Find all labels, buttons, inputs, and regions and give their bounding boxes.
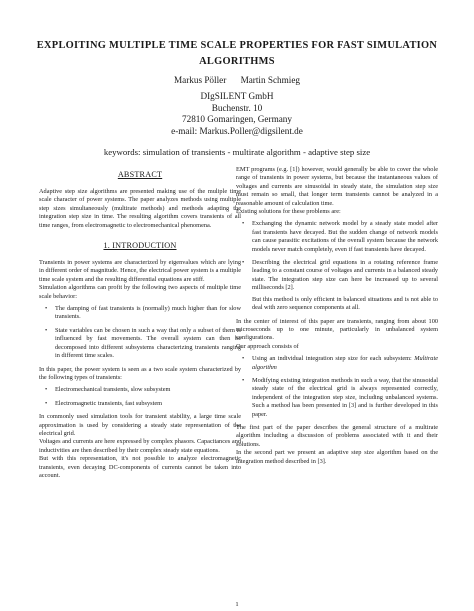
title-line-1: EXPLOITING MULTIPLE TIME SCALE PROPERTIES FOR FAST SIMULATION <box>36 40 438 51</box>
intro-paragraph-3: In this paper, the power system is seen as a two scale system characterized by the following types of transients: <box>39 365 241 381</box>
right-paragraph-1: EMT programs (e.g. [1]) however, would generally be able to cover the whole range of transients in power systems, but because the instantaneous values of voltages and currents are sinusoidal in steady state, the simulation step size must remain so small, that longer term transients cannot be analyzed in a reasonable amount of calculation time. <box>236 166 438 207</box>
intro-paragraph-4: In commonly used simulation tools for transient stability, a large time scale approximation is used by considering a steady state representation of the electrical grid. <box>39 413 241 437</box>
list-item: • Describing the electrical grid equations in a rotating reference frame leading to a constant course of voltages and currents in a balanced steady state. The integration step size can here be increased up to several milliseconds [2]. But this method is only efficient in balanced situations and is not able to deal with zero sequence components at all. <box>242 259 438 312</box>
author-list <box>0 74 474 86</box>
list-item: • Exchanging the dynamic network model by a steady state model after fast transients have decayed. But the sudden change of network models can cause parasitic excitations of the overall system because the network models never match completely, even if fast transients have decayed. <box>242 220 438 253</box>
bullet-continuation: But this method is only efficient in balanced situations and is not able to deal with zero sequence components at all. <box>252 295 438 312</box>
abstract-heading: ABSTRACT <box>117 170 163 179</box>
right-paragraph-2: Existing solutions for these problems are: <box>236 208 341 216</box>
affiliation-city: 72810 Gomaringen, Germany <box>182 114 292 125</box>
page-number: 1 <box>235 601 239 608</box>
list-item: • Using an individual integration step size for each subsystem: Multirate algorithm <box>242 355 438 371</box>
introduction-heading: 1. INTRODUCTION <box>103 241 177 251</box>
intro-paragraph-6: But with this representation, it's not possible to analyze electromagnetic transients, even decaying DC-components of currents cannot be taken into account. <box>39 455 241 479</box>
approach-bullet-list <box>236 355 438 419</box>
paper-title <box>20 38 454 70</box>
intro-paragraph-2: Simulation algorithms can profit by the following two aspects of multiple time scale behavior: <box>39 284 241 300</box>
list-item: • Electromagnetic transients, fast subsystem <box>45 399 163 407</box>
keywords: keywords: simulation of transients - multirate algorithm - adaptive step size <box>103 147 371 157</box>
affiliation-company: DIgSILENT GmbH <box>200 91 274 101</box>
intro-bullet-list-1 <box>39 305 241 360</box>
right-column <box>236 166 438 470</box>
author-2: Martin Schmieg <box>240 75 301 85</box>
intro-paragraph-5: Voltages and currents are here expressed by complex phasors. Capacitances and inductivities are then described by their complex steady state equations. <box>39 438 241 454</box>
affiliation <box>0 91 474 137</box>
abstract-text: Adaptive step size algorithms are presented making use of the muliple time scale character of power systems. The paper analyzes methods using multiple step sizes simultaneously (multirate methods) and methods adapting the integration step size in time. The resulting algorithm covers transients of all time ranges, from electromagnetic to electromechanical phenomena. <box>39 188 241 229</box>
right-paragraph-3: In the center of interest of this paper are transients, ranging from about 100 microseconds up to one minute, particularly in unbalanced system configurations. <box>236 317 438 342</box>
affiliation-street: Buchenstr. 10 <box>211 102 263 113</box>
title-line-2: ALGORITHMS <box>199 56 275 67</box>
solutions-bullet-list <box>236 220 438 312</box>
right-paragraph-6: In the second part we present an adaptive step size algorithm based on the integration method described in [3]. <box>236 449 438 465</box>
intro-bullet-list-2 <box>39 386 241 408</box>
right-paragraph-4: Our approach consists of <box>236 342 299 350</box>
list-item: • State variables can be chosen in such a way that only a subset of them is influenced by fast movements. The overall system can then be decomposed into different subsystems characterizing transients ranging in different time scales. <box>45 326 241 360</box>
list-item: • Electromechanical transients, slow subsystem <box>45 386 171 394</box>
right-paragraph-5: The first part of the paper describes the general structure of a multirate algorithm including a discussion of problems associated with it and their solutions. <box>236 423 438 448</box>
list-item: • Modifying existing integration methods in such a way, that the sinusoidal steady state of the electrical grid is always represented correctly, independent of the integration step size, including unbalanced systems. Such a method has been presented in [3] and is further developed in this paper. <box>242 376 438 418</box>
affiliation-email: e-mail: Markus.Poller@digsilent.de <box>171 125 303 136</box>
intro-paragraph-1: Transients in power systems are characterized by eigenvalues which are lying in different order of magnitude. Hence, the electrical power system is a multiple time scale system and the resulting differential equations are stiff. <box>39 259 241 283</box>
list-item: • The damping of fast transients is (normally) much higher than for slow transients. <box>45 305 241 321</box>
author-1: Markus Pöller <box>173 75 227 85</box>
left-column <box>39 166 241 484</box>
